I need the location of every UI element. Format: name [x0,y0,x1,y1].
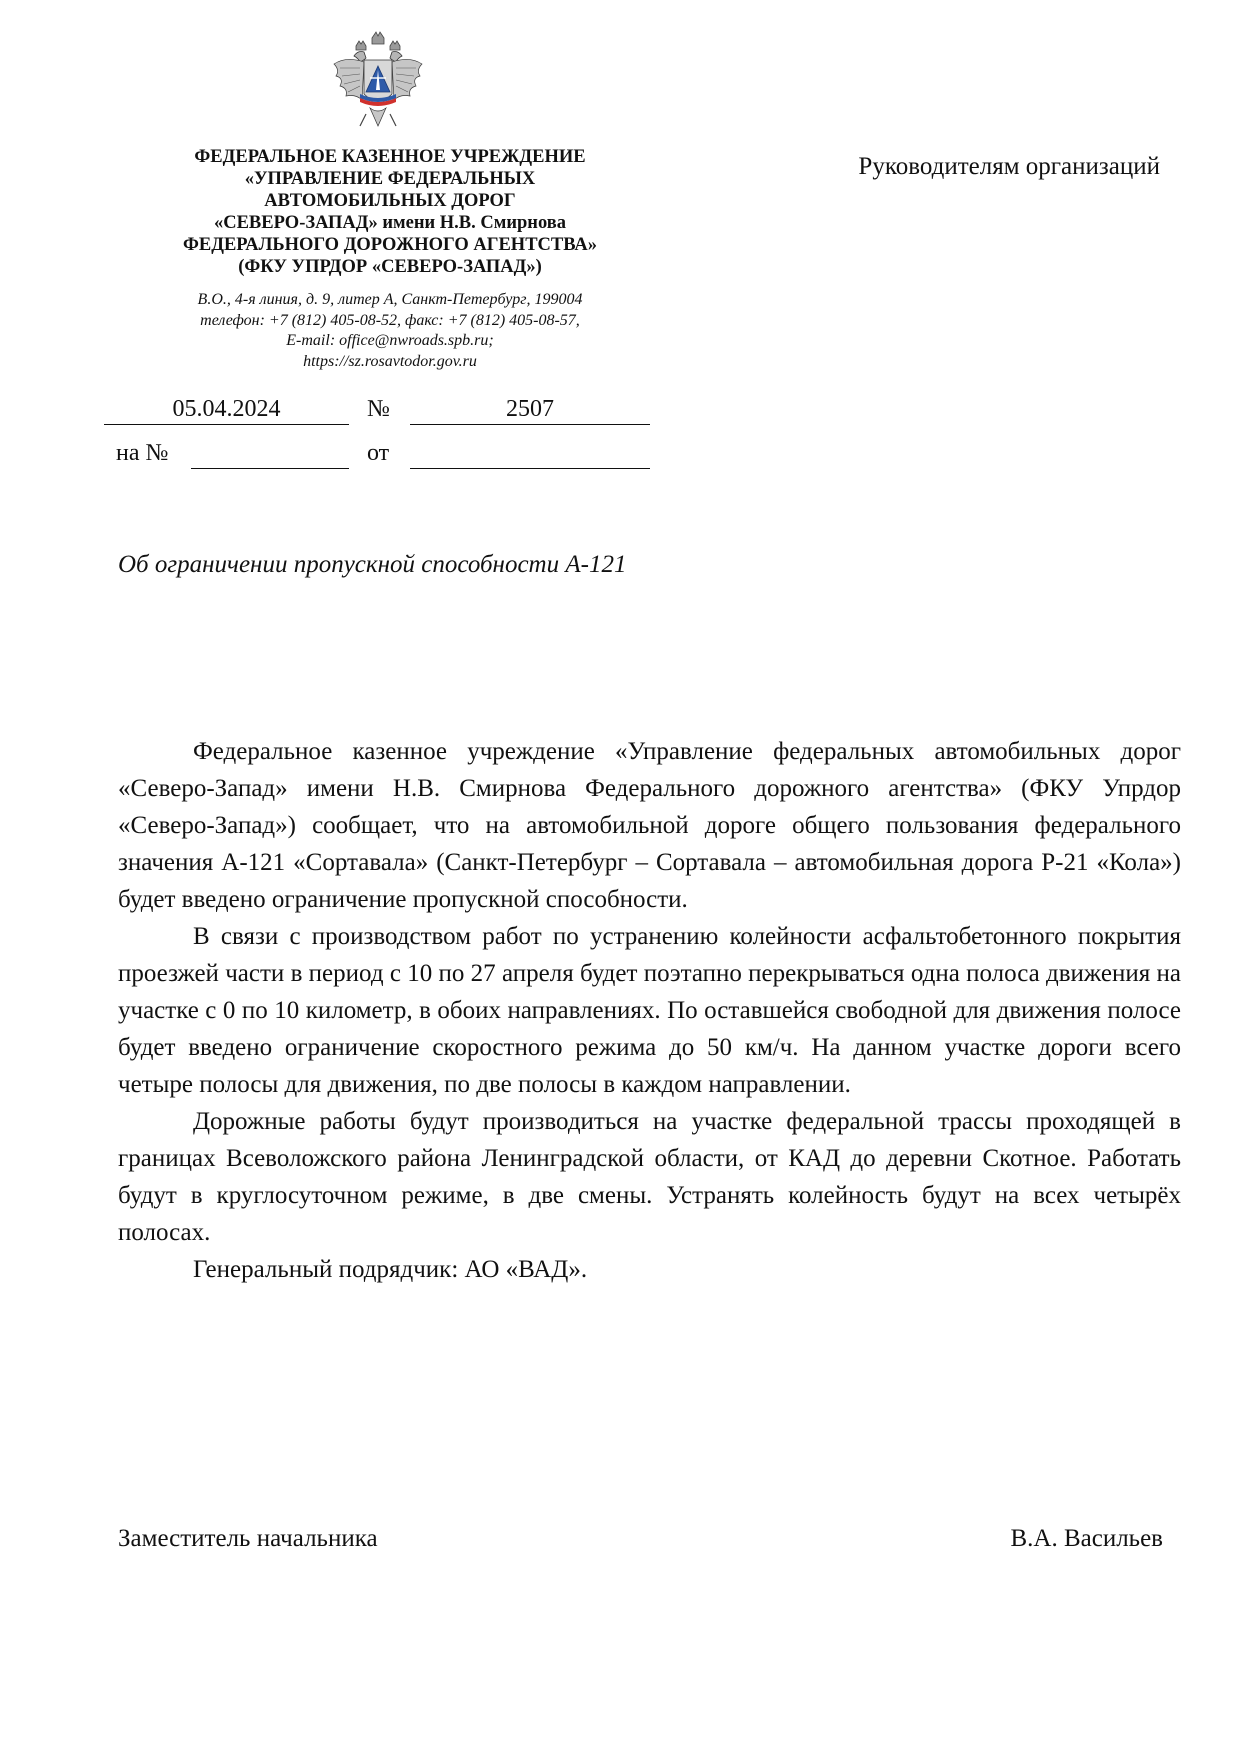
contact-address: В.О., 4-я линия, д. 9, литер А, Санкт-Петербург, 199004 [197,291,583,308]
body-paragraph: Генеральный подрядчик: АО «ВАД». [193,1256,588,1283]
org-name-line: АВТОМОБИЛЬНЫХ ДОРОГ [264,191,516,211]
organization-name [100,146,680,278]
ref-date-label: от [367,440,390,466]
organization-contacts [100,290,680,372]
letter-body [118,733,1181,1288]
signer-title: Заместитель начальника [118,1525,378,1552]
contact-phone: телефон: +7 (812) 405-08-52, факс: +7 (812) 405-08-57, [200,311,580,329]
doc-number-label: № [367,396,390,422]
organization-block [100,146,680,372]
body-paragraph: Федеральное казенное учреждение «Управление федеральных автомобильных дорог «Северо-Запад» имени Н.В. Смирнова Федерального дорожного агентства» (ФКУ Упрдор «Северо-Запад») сообщает, что на автомобильной дороге общего пользования федерального значения А-121 «Сортавала» (Санкт-Петербург – Сортавала – автомобильная дорога Р-21 «Кола») будет введено ограничение пропускной способности. [118,738,1181,913]
org-name-line: ФЕДЕРАЛЬНОЕ КАЗЕННОЕ УЧРЕЖДЕНИЕ [194,147,586,167]
org-name-line: «УПРАВЛЕНИЕ ФЕДЕРАЛЬНЫХ [244,169,536,189]
ref-number-label: на № [116,440,169,466]
emblem [330,30,426,136]
signer-name: В.А. Васильев [1010,1525,1163,1552]
body-paragraph: Дорожные работы будут производиться на участке федеральной трассы проходящей в границах Всеволожского района Ленинградской области, от КАД до деревни Скотное. Работать будут в круглосуточном режиме, в две смены. Устранять колейность будут на всех четырёх полосах. [118,1108,1181,1246]
org-name-line: (ФКУ УПРДОР «СЕВЕРО-ЗАПАД») [238,257,542,277]
body-paragraph: В связи с производством работ по устранению колейности асфальтобетонного покрытия проезжей части в период с 10 по 27 апреля будет поэтапно перекрываться одна полоса движения на участке с 0 по 10 километр, в обоих направлениях. По оставшейся свободной для движения полосе будет введено ограничение скоростного режима до 50 км/ч. На данном участке дороги всего четыре полосы для движения, по две полосы в каждом направлении. [118,923,1181,1098]
contact-email: E-mail: office@nwroads.spb.ru; [286,332,494,349]
org-name-line: «СЕВЕРО-ЗАПАД» имени Н.В. Смирнова [213,213,566,233]
ref-number-field [191,438,349,469]
ref-date-field [410,438,650,469]
doc-number-field: 2507 [410,394,650,425]
subject-line: Об ограничении пропускной способности А-121 [118,551,627,578]
doc-date-field: 05.04.2024 [104,394,349,425]
addressee: Руководителям организаций [858,153,1160,180]
org-name-line: ФЕДЕРАЛЬНОГО ДОРОЖНОГО АГЕНТСТВА» [182,235,598,255]
double-headed-eagle-road-emblem-icon [330,30,426,136]
contact-website: https://sz.rosavtodor.gov.ru [303,352,477,370]
